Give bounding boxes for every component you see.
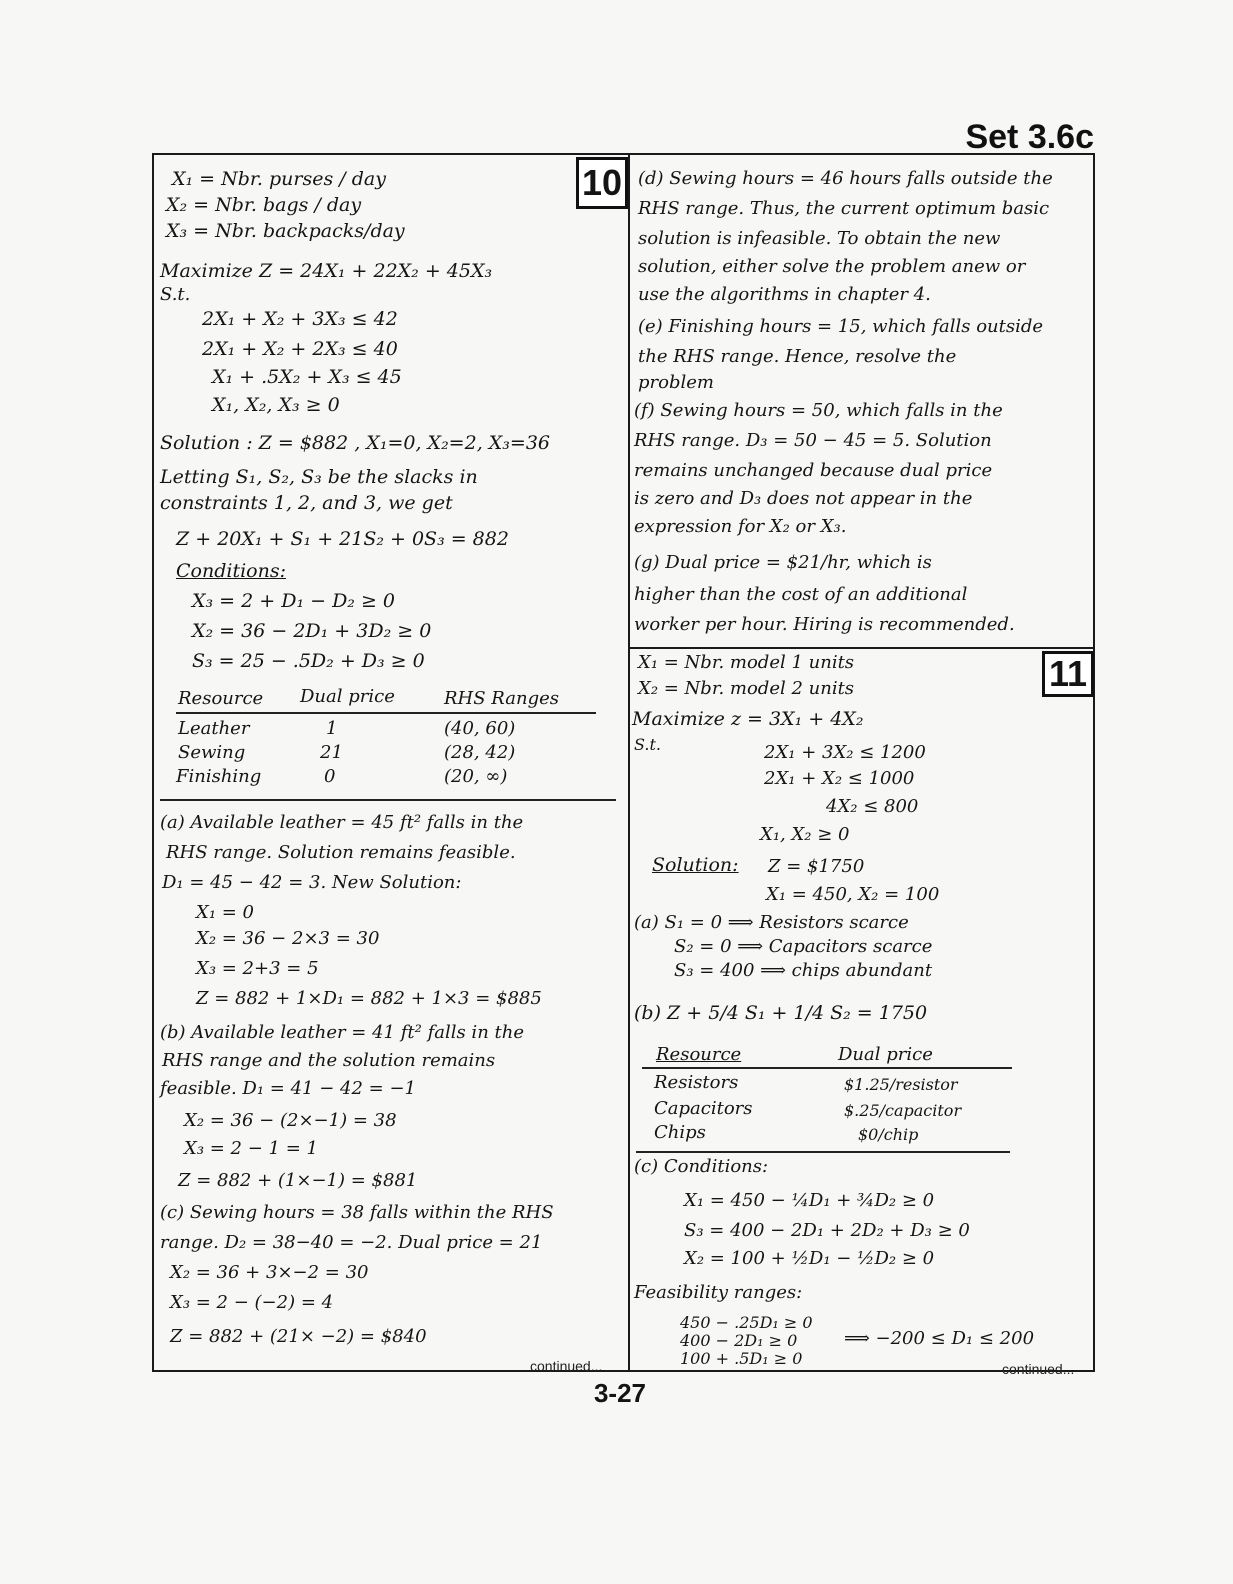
table-bottom-rule — [160, 799, 616, 801]
table-header: Dual price — [838, 1044, 933, 1065]
problem-11-badge: 11 — [1042, 651, 1094, 697]
inequality: 400 − 2D₁ ≥ 0 — [680, 1331, 798, 1350]
p11-part-b: (b) Z + 5/4 S₁ + 1/4 S₂ = 1750 — [634, 1002, 928, 1024]
definition-line: X₁ = Nbr. purses / day — [172, 168, 386, 190]
problem-divider — [630, 647, 1095, 649]
equation: X₂ = 36 − 2×3 = 30 — [196, 928, 380, 949]
set-title: Set 3.6c — [965, 118, 1094, 156]
problem-10-badge: 10 — [576, 157, 628, 209]
text-line: the RHS range. Hence, resolve the — [638, 346, 957, 367]
text-line: worker per hour. Hiring is recommended. — [634, 614, 1015, 635]
equation: Z = 882 + 1×D₁ = 882 + 1×3 = $885 — [196, 988, 542, 1009]
definition-line: X₃ = Nbr. backpacks/day — [166, 220, 405, 242]
table-cell: Chips — [654, 1122, 706, 1143]
d1-range: ⟹ −200 ≤ D₁ ≤ 200 — [844, 1328, 1035, 1349]
nonnegativity: X₁, X₂ ≥ 0 — [760, 824, 850, 845]
constraint: 4X₂ ≤ 800 — [826, 796, 919, 817]
table-cell: 21 — [320, 742, 343, 763]
inequality: 100 + .5D₁ ≥ 0 — [680, 1349, 803, 1368]
constraint: X₁ + .5X₂ + X₃ ≤ 45 — [212, 366, 402, 388]
definition-line: X₁ = Nbr. model 1 units — [638, 652, 855, 673]
subject-to-label: S.t. — [634, 735, 661, 754]
conditions-heading: Conditions: — [176, 560, 286, 582]
text-line: is zero and D₃ does not appear in the — [634, 488, 973, 509]
table-cell: (20, ∞) — [444, 766, 508, 787]
text-line: RHS range. Solution remains feasible. — [166, 842, 516, 863]
column-divider — [628, 155, 630, 1372]
table-cell: Leather — [178, 718, 250, 739]
condition: X₂ = 36 − 2D₁ + 3D₂ ≥ 0 — [192, 620, 432, 642]
text-line: RHS range. D₃ = 50 − 45 = 5. Solution — [634, 430, 992, 451]
table-header: RHS Ranges — [444, 688, 560, 709]
z-row-equation: Z + 20X₁ + S₁ + 21S₂ + 0S₃ = 882 — [176, 528, 509, 550]
table-header: Dual price — [300, 686, 395, 707]
inequality: 450 − .25D₁ ≥ 0 — [680, 1313, 813, 1332]
text-line: expression for X₂ or X₃. — [634, 516, 847, 537]
equation: Z = 882 + (1×−1) = $881 — [178, 1170, 418, 1191]
equation: X₃ = 2 − (−2) = 4 — [170, 1292, 334, 1313]
text-line: feasible. D₁ = 41 − 42 = −1 — [160, 1078, 416, 1099]
text-line: (f) Sewing hours = 50, which falls in the — [634, 400, 1003, 421]
constraint: 2X₁ + 3X₂ ≤ 1200 — [764, 742, 926, 763]
text-line: (a) S₁ = 0 ⟹ Resistors scarce — [634, 912, 909, 933]
text-line: constraints 1, 2, and 3, we get — [160, 492, 453, 514]
continued-label-right: continued... — [1002, 1361, 1075, 1377]
equation: X₂ = 36 + 3×−2 = 30 — [170, 1262, 369, 1283]
solution-value: X₁ = 450, X₂ = 100 — [766, 884, 940, 905]
table-header-rule — [642, 1067, 1012, 1069]
text-line: RHS range. Thus, the current optimum basic — [638, 198, 1050, 219]
equation: Z = 882 + (21× −2) = $840 — [170, 1326, 427, 1347]
table-cell: $.25/capacitor — [844, 1101, 962, 1120]
text-line: higher than the cost of an additional — [634, 584, 968, 605]
nonnegativity: X₁, X₂, X₃ ≥ 0 — [212, 394, 340, 416]
equation: X₂ = 36 − (2×−1) = 38 — [184, 1110, 397, 1131]
condition: S₃ = 400 − 2D₁ + 2D₂ + D₃ ≥ 0 — [684, 1220, 970, 1241]
solution-line: Solution : Z = $882 , X₁=0, X₂=2, X₃=36 — [160, 432, 551, 454]
table-cell: Capacitors — [654, 1098, 753, 1119]
constraint: 2X₁ + X₂ + 2X₃ ≤ 40 — [202, 338, 398, 360]
condition: X₁ = 450 − ¼D₁ + ¾D₂ ≥ 0 — [684, 1190, 935, 1211]
table-header: Resource — [178, 688, 264, 709]
table-cell: 1 — [326, 718, 338, 739]
equation: X₃ = 2 − 1 = 1 — [184, 1138, 318, 1159]
text-line: (b) Available leather = 41 ft² falls in the — [160, 1022, 524, 1043]
text-line: (e) Finishing hours = 15, which falls outside — [638, 316, 1044, 337]
text-line: Letting S₁, S₂, S₃ be the slacks in — [160, 466, 478, 488]
condition: X₃ = 2 + D₁ − D₂ ≥ 0 — [192, 590, 396, 612]
table-cell: 0 — [324, 766, 336, 787]
solution-value: Z = $1750 — [768, 856, 865, 877]
constraint: 2X₁ + X₂ ≤ 1000 — [764, 768, 915, 789]
text-line: (d) Sewing hours = 46 hours falls outside the — [638, 168, 1053, 189]
table-cell: Sewing — [178, 742, 246, 763]
text-line: (c) Conditions: — [634, 1156, 769, 1177]
condition: X₂ = 100 + ½D₁ − ½D₂ ≥ 0 — [684, 1248, 935, 1269]
condition: S₃ = 25 − .5D₂ + D₃ ≥ 0 — [192, 650, 425, 672]
objective-function: Maximize z = 3X₁ + 4X₂ — [632, 708, 864, 730]
text-line: remains unchanged because dual price — [634, 460, 993, 481]
text-line: (g) Dual price = $21/hr, which is — [634, 552, 932, 573]
constraint: 2X₁ + X₂ + 3X₃ ≤ 42 — [202, 308, 398, 330]
text-line: S₂ = 0 ⟹ Capacitors scarce — [674, 936, 933, 957]
table-cell: (28, 42) — [444, 742, 516, 763]
table-cell: Finishing — [176, 766, 262, 787]
solution-sheet — [152, 153, 1095, 1377]
text-line: (c) Sewing hours = 38 falls within the RHS — [160, 1202, 554, 1223]
text-line: (a) Available leather = 45 ft² falls in the — [160, 812, 524, 833]
page-number: 3-27 — [593, 1378, 647, 1408]
text-line: problem — [638, 372, 714, 393]
table-cell: $1.25/resistor — [844, 1075, 958, 1094]
solution-label: Solution: — [652, 854, 739, 876]
text-line: S₃ = 400 ⟹ chips abundant — [674, 960, 933, 981]
text-line: solution, either solve the problem anew or — [638, 256, 1026, 277]
continued-label-left: continued... — [530, 1358, 603, 1374]
equation: X₃ = 2+3 = 5 — [196, 958, 319, 979]
text-line: D₁ = 45 − 42 = 3. New Solution: — [162, 872, 462, 893]
feasibility-heading: Feasibility ranges: — [634, 1282, 803, 1303]
text-line: RHS range and the solution remains — [162, 1050, 496, 1071]
table-header-rule — [176, 712, 596, 714]
text-line: use the algorithms in chapter 4. — [638, 284, 931, 305]
table-bottom-rule — [636, 1151, 1010, 1153]
table-cell: Resistors — [654, 1072, 739, 1093]
definition-line: X₂ = Nbr. model 2 units — [638, 678, 855, 699]
subject-to-label: S.t. — [160, 284, 191, 305]
equation: X₁ = 0 — [196, 902, 255, 923]
definition-line: X₂ = Nbr. bags / day — [166, 194, 362, 216]
table-cell: (40, 60) — [444, 718, 516, 739]
text-line: range. D₂ = 38−40 = −2. Dual price = 21 — [160, 1232, 543, 1253]
text-line: solution is infeasible. To obtain the new — [638, 228, 1001, 249]
table-header: Resource — [656, 1044, 742, 1065]
objective-function: Maximize Z = 24X₁ + 22X₂ + 45X₃ — [160, 260, 493, 282]
table-cell: $0/chip — [858, 1125, 919, 1144]
